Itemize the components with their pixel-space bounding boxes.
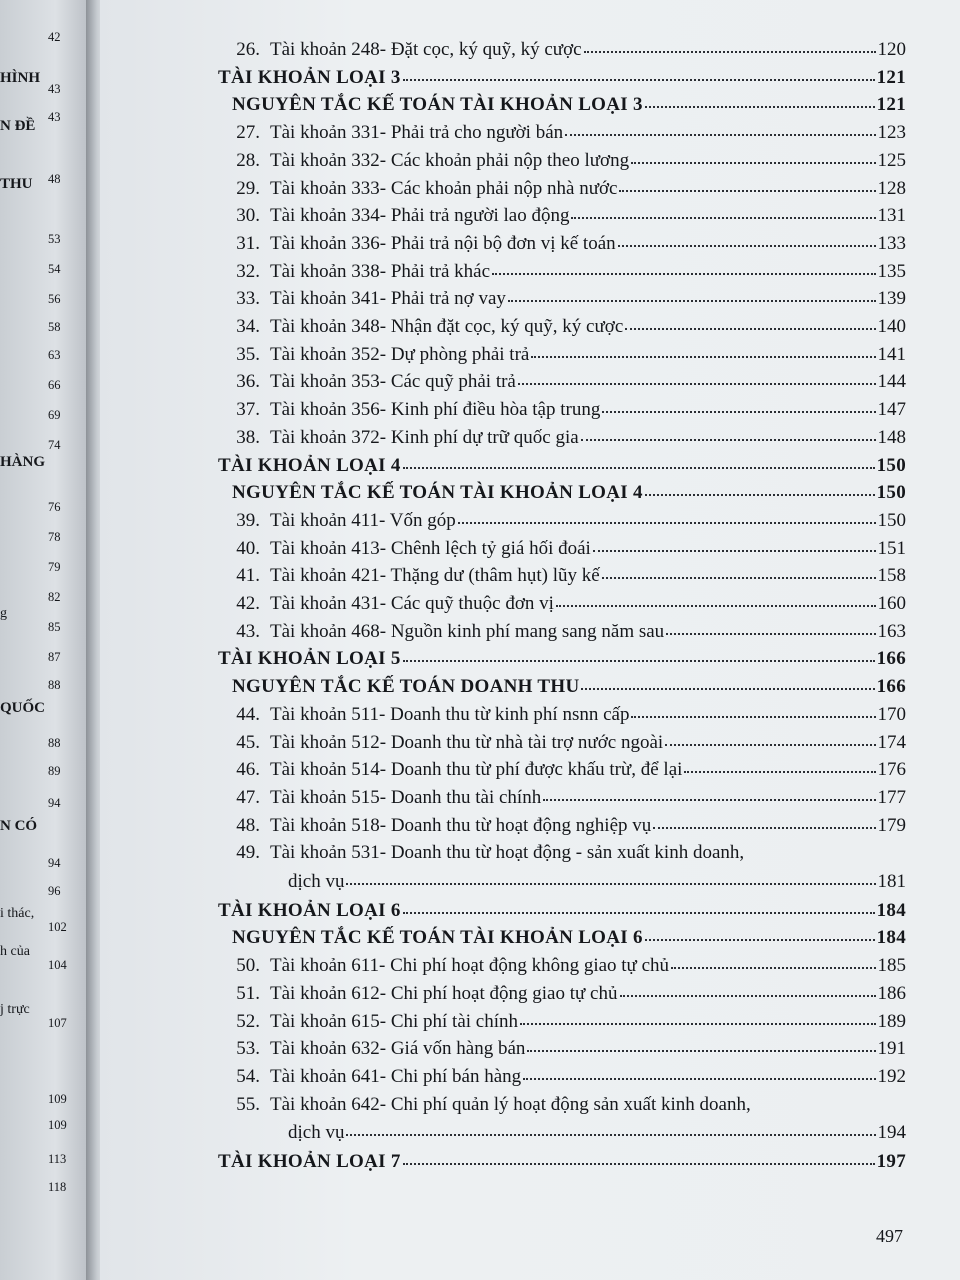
toc-entry-row	[218, 1095, 906, 1114]
dot-leader	[665, 743, 875, 746]
dot-leader	[403, 659, 875, 662]
toc-section-title: TÀI KHOẢN LOẠI 5	[218, 648, 401, 670]
toc-section-title: TÀI KHOẢN LOẠI 3	[218, 66, 401, 88]
toc-page-number: 197	[876, 1151, 906, 1172]
toc-entry-title: Tài khoản 531- Doanh thu từ hoạt động - sản xuất kinh doanh,	[270, 842, 745, 864]
left-page-number: 74	[48, 438, 61, 452]
toc-entry-title: Tài khoản 331- Phải trả cho người bán	[270, 122, 564, 144]
left-page-edge	[0, 0, 92, 1280]
toc-entry-number: 53.	[236, 1038, 260, 1060]
toc-entry-row	[218, 566, 906, 585]
toc-entry-number: 35.	[236, 343, 260, 365]
left-page-number: 109	[48, 1118, 67, 1132]
toc-entry-title: Tài khoản 642- Chi phí quản lý hoạt động sản xuất kinh doanh,	[270, 1093, 751, 1115]
toc-section-title: NGUYÊN TẮC KẾ TOÁN TÀI KHOẢN LOẠI 4	[232, 482, 643, 504]
toc-page-number: 148	[877, 426, 906, 448]
toc-entry-row	[218, 317, 906, 336]
toc-entry-title: Tài khoản 612- Chi phí hoạt động giao tự chủ	[270, 982, 618, 1004]
toc-entry-number: 47.	[236, 786, 260, 808]
toc-label	[232, 928, 643, 947]
left-page-label: j trực	[0, 1002, 30, 1017]
toc-entry-row	[218, 816, 906, 835]
toc-page-number: 150	[876, 482, 906, 504]
toc-label	[218, 594, 554, 613]
toc-label	[218, 956, 669, 975]
toc-entry-row	[218, 705, 906, 724]
toc-page-number: 121	[876, 94, 906, 116]
toc-label	[218, 68, 401, 87]
toc-section-row	[218, 1152, 906, 1171]
toc-label	[218, 289, 506, 308]
dot-leader	[403, 1162, 875, 1165]
toc-page-number: 166	[876, 676, 906, 698]
toc-page-number: 184	[876, 899, 906, 921]
toc-page-number: 150	[877, 509, 906, 531]
toc-section-row	[218, 649, 906, 668]
left-page-text	[0, 818, 66, 835]
left-page-number: 54	[48, 262, 61, 276]
toc-entry-row	[218, 843, 906, 862]
left-page-number: 113	[48, 1152, 67, 1166]
toc-entry-row	[218, 622, 906, 641]
toc-page-number: 139	[877, 288, 906, 310]
toc-section-row	[232, 928, 906, 947]
toc-section-row	[218, 456, 906, 475]
dot-leader	[581, 687, 874, 690]
dot-leader	[653, 826, 875, 829]
toc-page-number: 191	[877, 1038, 906, 1060]
toc-entry-title: Tài khoản 341- Phải trả nợ vay	[270, 288, 506, 310]
toc-label	[218, 843, 744, 862]
toc-label	[218, 1095, 751, 1114]
dot-leader	[584, 50, 876, 53]
toc-entry-title: Tài khoản 348- Nhận đặt cọc, ký quỹ, ký cược	[270, 316, 624, 337]
toc-label	[218, 649, 401, 668]
dot-leader	[531, 355, 875, 358]
toc-entry-number: 32.	[236, 260, 260, 282]
left-page-number: 79	[48, 560, 61, 574]
toc-page-number: 158	[877, 565, 906, 587]
dot-leader	[508, 299, 876, 302]
toc-page-number: 163	[877, 620, 906, 642]
toc-entry-number: 49.	[236, 842, 260, 864]
toc-entry-number: 42.	[236, 593, 260, 614]
left-page-number: 43	[48, 82, 61, 96]
dot-leader	[618, 244, 876, 247]
toc-entry-number: 30.	[236, 205, 260, 227]
toc-page-number: 170	[877, 703, 906, 725]
left-page-number: 48	[48, 172, 61, 186]
toc-entry-title: Tài khoản 511- Doanh thu từ kinh phí nsnn cấp	[270, 703, 630, 725]
toc-entry-number: 41.	[236, 565, 260, 587]
toc-section-title: NGUYÊN TẮC KẾ TOÁN DOANH THU	[232, 676, 580, 698]
toc-entry-title: Tài khoản 356- Kinh phí điều hòa tập trung	[270, 399, 601, 421]
dot-leader	[593, 549, 876, 552]
toc-entry-number: 28.	[236, 149, 260, 171]
toc-entry-row	[218, 289, 906, 308]
toc-entry-number: 33.	[236, 288, 260, 310]
toc-entry-title: Tài khoản 512- Doanh thu từ nhà tài trợ nước ngoài	[270, 731, 664, 753]
toc-label	[218, 179, 617, 198]
toc-label	[218, 760, 682, 779]
toc-label	[218, 511, 456, 530]
toc-entry-row	[218, 400, 906, 419]
left-page-number: 107	[48, 1016, 67, 1030]
toc-entry-title: Tài khoản 352- Dự phòng phải trả	[270, 343, 530, 365]
toc-page-number: 185	[877, 955, 906, 977]
toc-entry-title: Tài khoản 372- Kinh phí dự trữ quốc gia	[270, 426, 579, 448]
toc-entry-row	[218, 594, 906, 613]
toc-section-title: TÀI KHOẢN LOẠI 4	[218, 454, 401, 476]
left-page-text	[0, 176, 66, 193]
toc-page-number: 150	[876, 454, 906, 476]
toc-entry-number: 31.	[236, 232, 260, 254]
toc-entry-title: Tài khoản 431- Các quỹ thuộc đơn vị	[270, 593, 554, 614]
left-page-number: 82	[48, 590, 61, 604]
toc-entry-row	[218, 262, 906, 281]
left-page-label: QUỐC	[0, 700, 45, 716]
toc-label	[218, 622, 664, 641]
left-page-label: g	[0, 606, 7, 621]
dot-leader	[631, 161, 875, 164]
toc-entry-title: Tài khoản 611- Chi phí hoạt động không giao tự chủ	[270, 955, 670, 977]
toc-page-number: 174	[877, 731, 906, 753]
toc-page-number: 177	[877, 786, 906, 808]
toc-section-title: TÀI KHOẢN LOẠI 7	[218, 1151, 401, 1172]
page-number: 497	[876, 1226, 903, 1246]
left-page-number: 76	[48, 500, 61, 514]
dot-leader	[403, 911, 875, 914]
toc-page-number: 189	[877, 1010, 906, 1032]
toc-label	[218, 1012, 518, 1031]
dot-leader	[346, 1133, 875, 1136]
toc-label	[218, 539, 591, 558]
left-page-number: 104	[48, 958, 67, 972]
toc-label	[218, 816, 651, 835]
toc-entry-row	[218, 1012, 906, 1031]
left-page-label: HÀNG	[0, 454, 45, 470]
toc-entry-continuation	[288, 872, 906, 891]
left-page-number: 88	[48, 678, 61, 692]
toc-entry-continuation	[288, 1123, 906, 1142]
dot-leader	[645, 493, 875, 496]
toc-page-number: 184	[876, 927, 906, 949]
dot-leader	[619, 189, 875, 192]
dot-leader	[645, 105, 875, 108]
left-page-label: THU	[0, 176, 33, 192]
toc-entry-number: 26.	[236, 39, 260, 60]
toc-label	[218, 400, 600, 419]
toc-page-number: 144	[877, 371, 906, 393]
left-page-label: N CÓ	[0, 818, 38, 834]
left-page-number: 94	[48, 856, 61, 870]
dot-leader	[671, 966, 875, 969]
toc-page-number: 151	[877, 537, 906, 559]
toc-entry-number: 52.	[236, 1010, 260, 1032]
toc-label	[218, 151, 629, 170]
toc-label	[218, 317, 623, 336]
toc-entry-title: Tài khoản 248- Đặt cọc, ký quỹ, ký cược	[270, 39, 582, 60]
left-page-number: 69	[48, 408, 61, 422]
toc-label	[218, 262, 490, 281]
toc-page-number: 121	[876, 66, 906, 88]
toc-entry-title: Tài khoản 632- Giá vốn hàng bán	[270, 1038, 526, 1060]
left-page-text	[0, 118, 66, 135]
toc-label	[218, 456, 401, 475]
toc-entry-row	[218, 372, 906, 391]
toc-label	[218, 234, 616, 253]
toc-page-number: 181	[877, 871, 906, 892]
toc-label	[218, 984, 618, 1003]
left-page-number: 85	[48, 620, 61, 634]
toc-entry-row	[218, 123, 906, 142]
toc-label	[218, 372, 516, 391]
toc-entry-row	[218, 760, 906, 779]
toc-label	[218, 428, 579, 447]
toc-label	[218, 1039, 525, 1058]
toc-entry-number: 45.	[236, 731, 260, 753]
toc-entry-row	[218, 40, 906, 59]
dot-leader	[518, 382, 876, 385]
toc-page-number: 140	[877, 316, 906, 337]
dot-leader	[543, 798, 875, 801]
dot-leader	[346, 882, 875, 885]
dot-leader	[523, 1077, 875, 1080]
toc-page-number: 194	[877, 1122, 906, 1144]
dot-leader	[492, 272, 875, 275]
toc-entry-row	[218, 733, 906, 752]
toc-label	[218, 206, 569, 225]
toc-entry-continuation-text: dịch vụ	[288, 871, 345, 892]
dot-leader	[602, 410, 875, 413]
toc-entry-number: 34.	[236, 316, 260, 337]
dot-leader	[631, 715, 875, 718]
toc-entry-number: 46.	[236, 759, 260, 781]
toc-page-number: 166	[876, 648, 906, 670]
left-page-number: 43	[48, 110, 61, 124]
left-page-number: 94	[48, 796, 61, 810]
toc-entry-title: Tài khoản 615- Chi phí tài chính	[270, 1010, 519, 1032]
toc-entry-number: 29.	[236, 177, 260, 199]
toc-page-number: 147	[877, 399, 906, 421]
left-page-number: 89	[48, 764, 61, 778]
dot-leader	[571, 216, 875, 219]
toc-page-number: 192	[877, 1065, 906, 1087]
toc-entry-row	[218, 511, 906, 530]
toc-entry-title: Tài khoản 336- Phải trả nội bộ đơn vị kế toán	[270, 232, 616, 254]
toc-label	[218, 788, 541, 807]
toc-entry-row	[218, 179, 906, 198]
dot-leader	[625, 327, 875, 330]
toc-page-number: 133	[877, 232, 906, 254]
dot-leader	[520, 1022, 875, 1025]
dot-leader	[581, 438, 876, 441]
left-page-number: 63	[48, 348, 61, 362]
toc-entry-number: 39.	[236, 509, 260, 531]
toc-label	[218, 705, 629, 724]
toc-section-title: TÀI KHOẢN LOẠI 6	[218, 899, 401, 921]
toc-entry-number: 51.	[236, 982, 260, 1004]
toc-entry-number: 37.	[236, 399, 260, 421]
dot-leader	[620, 994, 876, 997]
dot-leader	[684, 770, 875, 773]
left-page-text	[0, 700, 66, 717]
toc-entry-title: Tài khoản 421- Thặng dư (thâm hụt) lũy kế	[270, 565, 600, 587]
left-page-number: 88	[48, 736, 61, 750]
dot-leader	[602, 576, 876, 579]
toc-section-title: NGUYÊN TẮC KẾ TOÁN TÀI KHOẢN LOẠI 6	[232, 927, 643, 949]
toc-entry-number: 55.	[236, 1093, 260, 1115]
left-page-number: 109	[48, 1092, 67, 1106]
toc-label	[218, 901, 401, 920]
toc-page-number: 135	[877, 260, 906, 282]
toc-entry-number: 54.	[236, 1065, 260, 1087]
dot-leader	[556, 604, 876, 607]
toc-page-number: 123	[877, 122, 906, 144]
dot-leader	[403, 466, 875, 469]
toc-page-number: 131	[877, 205, 906, 227]
dot-leader	[666, 632, 875, 635]
toc-entry-number: 27.	[236, 122, 260, 144]
left-page-number: 87	[48, 650, 61, 664]
toc-entry-number: 40.	[236, 537, 260, 559]
toc-entry-number: 38.	[236, 426, 260, 448]
toc-entry-continuation-text: dịch vụ	[288, 1122, 345, 1144]
toc-entry-title: Tài khoản 515- Doanh thu tài chính	[270, 786, 542, 808]
toc-page-number: 160	[877, 593, 906, 614]
left-page-label: i thác,	[0, 906, 35, 921]
toc-entry-number: 44.	[236, 703, 260, 725]
toc-section-row	[232, 95, 906, 114]
toc-entry-row	[218, 151, 906, 170]
toc-page	[100, 0, 960, 1280]
toc-entry-title: Tài khoản 334- Phải trả người lao động	[270, 205, 570, 227]
toc-page-number: 179	[877, 814, 906, 836]
toc-label	[218, 40, 582, 59]
toc-entry-title: Tài khoản 641- Chi phí bán hàng	[270, 1065, 522, 1087]
left-page-number: 56	[48, 292, 61, 306]
toc-entry-title: Tài khoản 338- Phải trả khác	[270, 260, 491, 282]
toc-entry-title: Tài khoản 411- Vốn góp	[270, 509, 456, 531]
left-page-text	[0, 454, 66, 471]
toc-page-number: 141	[877, 343, 906, 365]
toc-entry-title: Tài khoản 333- Các khoản phải nộp nhà nước	[270, 177, 618, 199]
toc-label	[232, 483, 643, 502]
toc-entry-title: Tài khoản 518- Doanh thu từ hoạt động nghiệp vụ	[270, 814, 652, 836]
dot-leader	[458, 521, 876, 524]
toc-entry-row	[218, 1067, 906, 1086]
toc-entry-row	[218, 428, 906, 447]
left-page-number: 118	[48, 1180, 67, 1194]
toc-label	[218, 733, 663, 752]
left-page-number: 78	[48, 530, 61, 544]
toc-entry-number: 50.	[236, 955, 260, 977]
toc-entry-row	[218, 1039, 906, 1058]
toc-entry-row	[218, 206, 906, 225]
left-page-number: 102	[48, 920, 67, 934]
toc-label	[218, 566, 600, 585]
toc-label	[232, 677, 579, 696]
toc-entry-title: Tài khoản 514- Doanh thu từ phí được khấu trừ, để lại	[270, 759, 683, 781]
toc-entry-row	[218, 984, 906, 1003]
toc-entry-number: 36.	[236, 371, 260, 393]
dot-leader	[403, 78, 875, 81]
toc-page-number: 120	[877, 39, 906, 60]
toc-entry-title: Tài khoản 468- Nguồn kinh phí mang sang năm sau	[270, 620, 665, 642]
toc-entry-title: Tài khoản 353- Các quỹ phải trả	[270, 371, 516, 393]
toc-label	[218, 345, 529, 364]
left-page-number: 53	[48, 232, 61, 246]
left-page-label: HÌNH	[0, 70, 41, 86]
left-page-number: 66	[48, 378, 61, 392]
toc-label	[232, 95, 643, 114]
toc-label	[218, 123, 563, 142]
toc-entry-title: Tài khoản 332- Các khoản phải nộp theo lương	[270, 149, 630, 171]
toc-entry-row	[218, 539, 906, 558]
toc-page-number: 125	[877, 149, 906, 171]
toc-page-number: 128	[877, 177, 906, 199]
left-page-label: N ĐỀ	[0, 118, 36, 134]
toc-entry-row	[218, 788, 906, 807]
toc-entry-row	[218, 234, 906, 253]
toc-page-number: 186	[877, 982, 906, 1004]
dot-leader	[565, 133, 875, 136]
left-page-label: h của	[0, 944, 30, 959]
toc-section-row	[218, 901, 906, 920]
toc-entry-row	[218, 956, 906, 975]
toc-section-row	[218, 68, 906, 87]
dot-leader	[527, 1049, 875, 1052]
left-page-number: 58	[48, 320, 61, 334]
toc-entry-number: 48.	[236, 814, 260, 836]
toc-section-row	[232, 483, 906, 502]
toc-section-title: NGUYÊN TẮC KẾ TOÁN TÀI KHOẢN LOẠI 3	[232, 94, 643, 116]
left-page-number: 96	[48, 884, 61, 898]
toc-label	[218, 1067, 521, 1086]
toc-page-number: 176	[877, 759, 906, 781]
toc-entry-title: Tài khoản 413- Chênh lệch tỷ giá hối đoái	[270, 537, 591, 559]
dot-leader	[645, 938, 875, 941]
toc-entry-row	[218, 345, 906, 364]
toc-label	[218, 1152, 401, 1171]
toc-section-row	[232, 677, 906, 696]
left-page-number: 42	[48, 30, 61, 44]
toc-entry-number: 43.	[236, 620, 260, 642]
